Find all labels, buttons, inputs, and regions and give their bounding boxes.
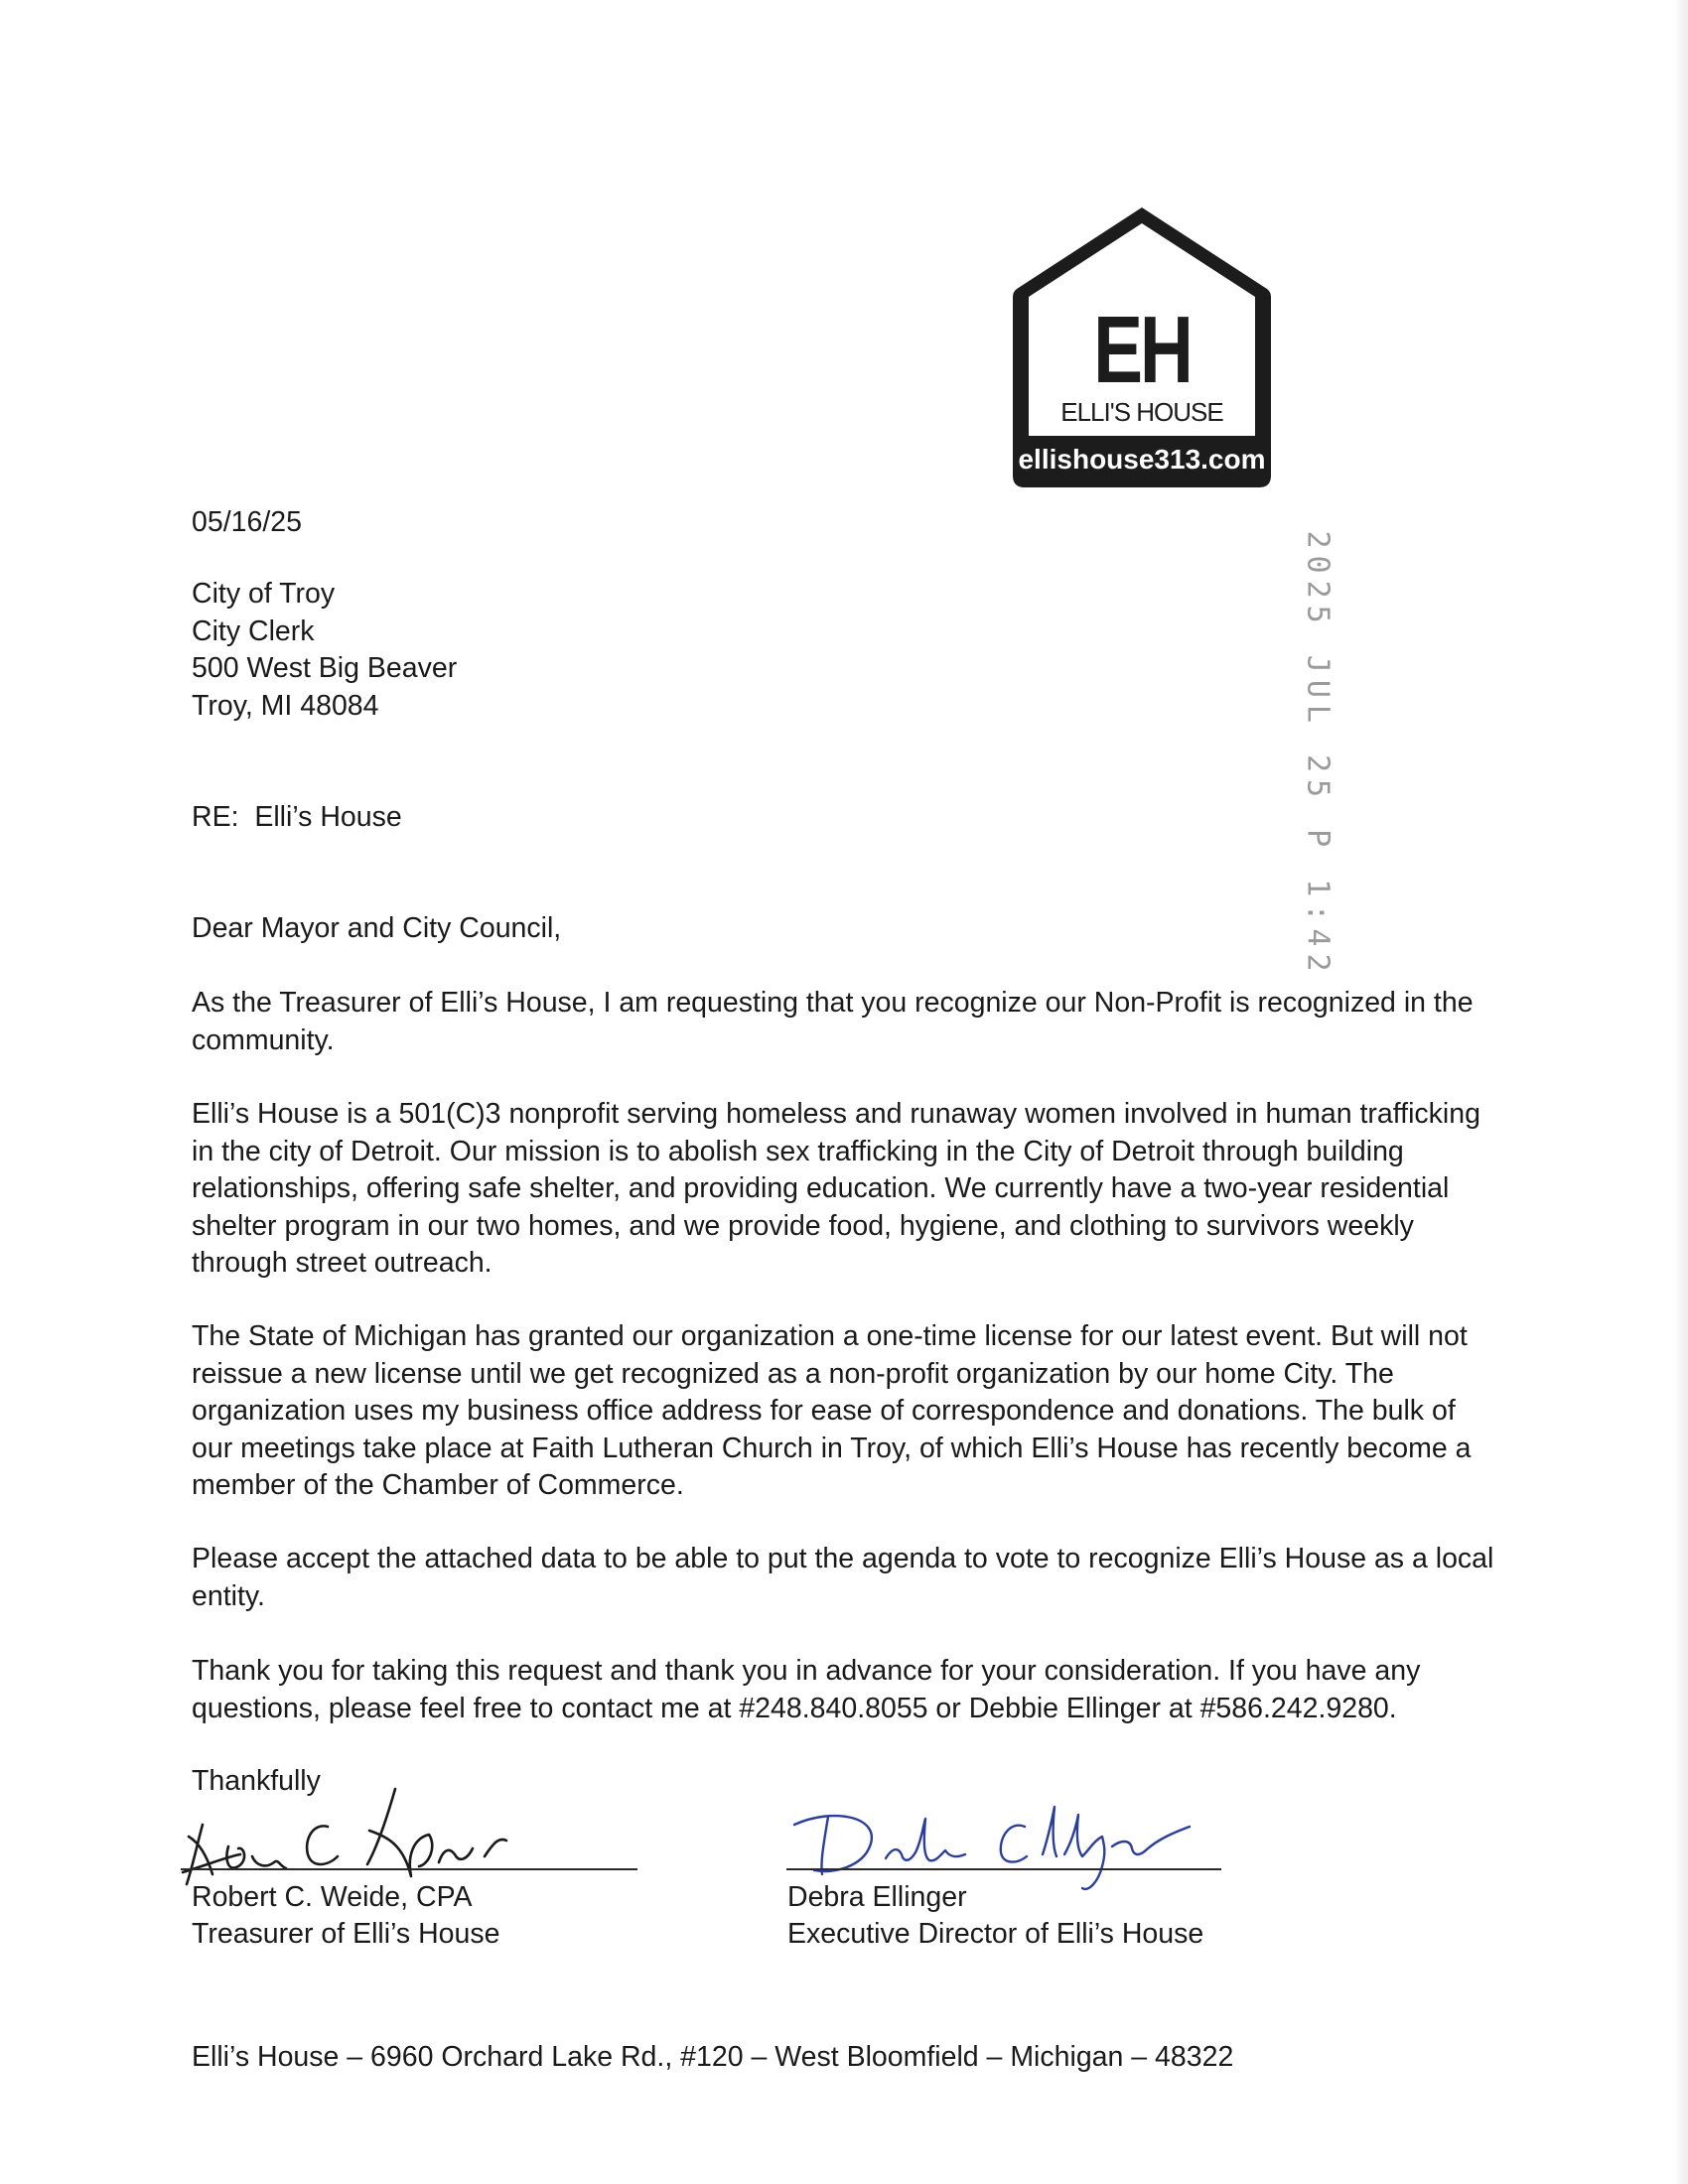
signatory-title: Executive Director of Elli’s House xyxy=(787,1918,1204,1950)
body-paragraph: Thank you for taking this request and thank you in advance for your consideration. If you have any questions, please feel free to contact me at #248.840.8055 or Debbie Ellinger at #586.242.9280. xyxy=(192,1655,1421,1724)
logo-initials: EH xyxy=(1093,297,1191,403)
body-paragraph: Elli’s House is a 501(C)3 nonprofit serving homeless and runaway women involved in human trafficking in the city of Detroit. Our mission is to abolish sex trafficking in the City of Detroit through building relationships, offering safe shelter, and providing education. We currently have a two-year residential shelter program in our two homes, and we provide food, hygiene, and clothing to survivors weekly through street outreach. xyxy=(192,1098,1480,1279)
page-edge-shadow xyxy=(1674,0,1688,2184)
footer-address: Elli’s House – 6960 Orchard Lake Rd., #120 – West Bloomfield – Michigan – 48322 xyxy=(192,2041,1234,2073)
received-stamp-text: 2025 JUL 25 P 1:42 xyxy=(1300,530,1336,979)
body-paragraph: As the Treasurer of Elli’s House, I am requesting that you recognize our Non-Profit is recognized in the community. xyxy=(192,987,1474,1056)
signatory-name: Debra Ellinger xyxy=(787,1881,967,1913)
recipient-line: Troy, MI 48084 xyxy=(192,689,379,722)
signature-line xyxy=(181,1868,637,1870)
elli-house-logo xyxy=(1011,202,1273,491)
recipient-address xyxy=(192,576,457,725)
body-paragraph: Please accept the attached data to be able to put the agenda to vote to recognize Elli’s House as a local entity. xyxy=(192,1543,1494,1612)
recipient-line: City Clerk xyxy=(192,614,315,647)
signatory-name: Robert C. Weide, CPA xyxy=(192,1881,473,1913)
recipient-line: 500 West Big Beaver xyxy=(192,652,458,684)
closing: Thankfully xyxy=(192,1765,321,1797)
signatory-title: Treasurer of Elli’s House xyxy=(192,1918,500,1950)
salutation: Dear Mayor and City Council, xyxy=(192,912,562,944)
logo-website: ellishouse313.com xyxy=(1018,444,1266,475)
logo-organization-name: ELLI'S HOUSE xyxy=(1060,397,1223,427)
body-paragraph: The State of Michigan has granted our organization a one-time license for our latest event. But will not reissue a new license until we get recognized as a non-profit organization by our home City. The organization uses my business office address for ease of correspondence and donations. The bulk of our meetings take place at Faith Lutheran Church in Troy, of which Elli’s House has recently become a member of the Chamber of Commerce. xyxy=(192,1320,1472,1501)
subject-line: RE: Elli’s House xyxy=(192,801,402,833)
signature-line xyxy=(786,1868,1221,1870)
received-date-stamp xyxy=(1296,530,1339,979)
recipient-line: City of Troy xyxy=(192,578,336,610)
letter-date: 05/16/25 xyxy=(192,506,302,538)
